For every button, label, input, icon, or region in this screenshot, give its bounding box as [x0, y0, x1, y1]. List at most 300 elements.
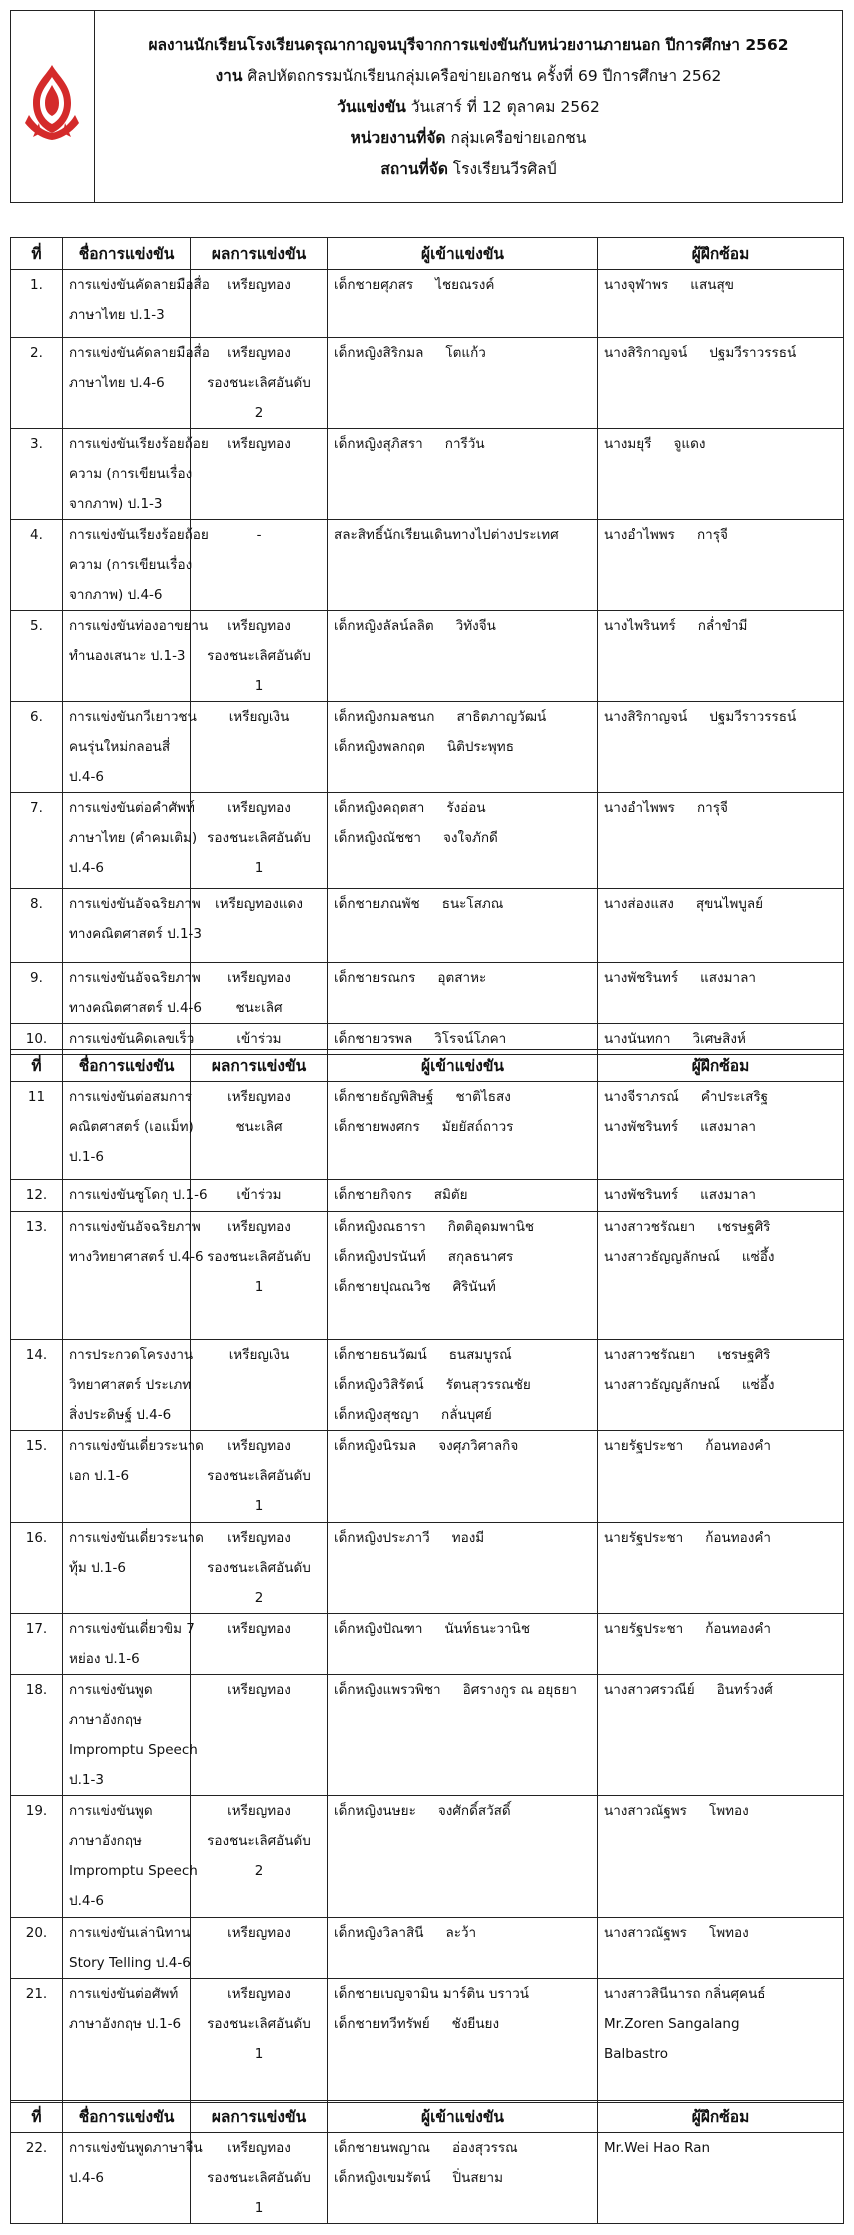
- col-header-contest: ชื่อการแข่งขัน: [63, 2101, 191, 2133]
- row-number: 20.: [11, 1918, 63, 1979]
- competitor-last-name: ชาติไธสง: [455, 1089, 511, 1105]
- competitor: [334, 702, 591, 732]
- contest-line: ภาษาไทย ป.4-6: [69, 375, 165, 391]
- competitor: [334, 1523, 591, 1553]
- result: [191, 611, 328, 702]
- competitor: [334, 1112, 591, 1142]
- competitor-last-name: วิทังจีน: [455, 618, 496, 634]
- competitor-first-name: เด็กชายรณกร: [334, 970, 416, 986]
- row-number: 7.: [11, 793, 63, 889]
- competitor-first-name: เด็กหญิงวิลาสินี: [334, 1925, 424, 1941]
- competitor: [334, 1180, 591, 1210]
- contest-line: วิทยาศาสตร์ ประเภท: [69, 1377, 192, 1393]
- competitors: [328, 793, 598, 889]
- competitor-first-name: เด็กชายธัญพิสิษฐ์: [334, 1089, 434, 1105]
- coach-first-name: นางพัชรินทร์: [604, 970, 679, 986]
- competitor: [334, 823, 591, 853]
- competitors: [328, 1523, 598, 1614]
- contest-name: [63, 1180, 208, 1212]
- logo-cell: [11, 11, 95, 202]
- coach-first-name: นางสาวณัฐพร: [604, 1803, 687, 1819]
- competitors: [328, 702, 598, 793]
- results-table-3: [10, 2100, 844, 2224]
- coach-first-name: นางอำไพพร: [604, 800, 675, 816]
- contest-name: [63, 1523, 204, 1614]
- competitor-last-name: ธนสมบูรณ์: [448, 1347, 512, 1363]
- contest-line: การแข่งขันอัจฉริยภาพ: [69, 1219, 201, 1235]
- table-header-row: [11, 1050, 844, 1082]
- result-line: เหรียญทองแดง: [215, 896, 303, 912]
- col-header-coaches: ผู้ฝึกซ้อม: [598, 238, 844, 270]
- competitor: [334, 1212, 591, 1242]
- coaches: [598, 2133, 844, 2224]
- coach-first-name: นายรัฐประชา: [604, 1530, 684, 1546]
- result: [191, 963, 328, 1024]
- contest-line: ป.4-6: [69, 769, 104, 785]
- competitors: [328, 1796, 598, 1918]
- coach-first-name: นางสาวชรัณยา: [604, 1347, 696, 1363]
- contest-line: Impromptu Speech: [69, 1863, 198, 1879]
- coach-last-name: แสงมาลา: [700, 1187, 756, 1203]
- contest-line: การแข่งขันต่อคำศัพท์: [69, 800, 195, 816]
- contest-name: [63, 1431, 204, 1523]
- coaches: [598, 611, 844, 702]
- table-header-row: [11, 238, 844, 270]
- competitor-first-name: เด็กชายวรพล: [334, 1031, 413, 1047]
- result-line: 1: [254, 1498, 264, 1514]
- coach: [604, 1180, 837, 1210]
- contest-name: [63, 1675, 198, 1796]
- contest-line: ความ (การเขียนเรื่อง: [69, 557, 193, 573]
- contest-line: การแข่งขันพูดภาษาจีน: [69, 2140, 203, 2156]
- result: [191, 338, 328, 429]
- contest-name: [63, 793, 198, 889]
- coach: [604, 1112, 837, 1142]
- coach: [604, 520, 837, 550]
- coach-last-name: จูแดง: [673, 436, 706, 452]
- col-header-no: ที่: [11, 1050, 63, 1082]
- result-line: เหรียญทอง: [227, 436, 291, 452]
- coaches: [598, 1523, 844, 1614]
- competitor-last-name: สกุลธนาศร: [447, 1249, 514, 1265]
- coach-first-name: นางมยุรี: [604, 436, 652, 452]
- competitor-last-name: ชังยีนยง: [451, 2016, 500, 2032]
- result: [191, 429, 328, 520]
- contest-line: การแข่งขันเรียงร้อยถ้อย: [69, 527, 209, 543]
- result-line: รองชนะเลิศอันดับ: [207, 375, 311, 391]
- coach: [604, 963, 837, 993]
- coach-last-name: แซ่อึ้ง: [741, 1249, 775, 1265]
- contest-name: [63, 338, 210, 429]
- competitor-first-name: เด็กหญิงนษยะ: [334, 1803, 416, 1819]
- competitor-first-name: เด็กชายศุภสร: [334, 277, 414, 293]
- coach: [604, 338, 837, 368]
- result-line: เหรียญทอง: [227, 277, 291, 293]
- result-line: เหรียญทอง: [227, 1530, 291, 1546]
- competitors: [328, 1212, 598, 1340]
- row-number: 19.: [11, 1796, 63, 1918]
- competitor-last-name: อุตสาหะ: [437, 970, 487, 986]
- row-number: 16.: [11, 1523, 63, 1614]
- contest-line: การแข่งขันอัจฉริยภาพ: [69, 896, 201, 912]
- result-line: เหรียญเงิน: [228, 1347, 290, 1363]
- competitor: [334, 2009, 591, 2039]
- coaches: [598, 889, 844, 963]
- coaches: [598, 702, 844, 793]
- coach-first-name: นางสิริกาญจน์: [604, 345, 688, 361]
- competitor: [334, 1082, 591, 1112]
- coach-last-name: แซ่อึ้ง: [741, 1377, 775, 1393]
- contest-line: การแข่งขันเดี่ยวขิม 7: [69, 1621, 195, 1637]
- coach-last-name: การุจี: [696, 527, 728, 543]
- result-line: รองชนะเลิศอันดับ: [207, 1833, 311, 1849]
- competitor-first-name: เด็กชายทวีทรัพย์: [334, 2016, 430, 2032]
- result-line: ชนะเลิศ: [235, 1119, 283, 1135]
- competitor-first-name: เด็กหญิงแพรวพิชา: [334, 1682, 441, 1698]
- contest-line: ภาษาอังกฤษ: [69, 1833, 142, 1849]
- competitor-last-name: จงศักดิ์สวัสดิ์: [437, 1803, 511, 1819]
- contest-line: ภาษาอังกฤษ ป.1-6: [69, 2016, 182, 2032]
- table-row: [11, 1614, 844, 1675]
- table-row: [11, 611, 844, 702]
- result: [191, 1979, 328, 2103]
- coaches: [598, 338, 844, 429]
- row-number: 12.: [11, 1180, 63, 1212]
- result-line: -: [256, 527, 262, 543]
- competitor: [334, 1340, 591, 1370]
- coaches: [598, 1082, 844, 1180]
- contest-line: การแข่งขันต่อศัพท์: [69, 1986, 179, 2002]
- contest-name: [63, 1918, 191, 1979]
- contest-line: ป.1-6: [69, 1149, 104, 1165]
- coach: [604, 1082, 837, 1112]
- competitors: [328, 889, 598, 963]
- result-line: 2: [254, 405, 264, 421]
- competitor-last-name: อิศรางกูร ณ อยุธยา: [462, 1682, 578, 1698]
- coach-first-name: นางนันทกา: [604, 1031, 671, 1047]
- contest-name: [63, 963, 203, 1024]
- event-line: งาน ศิลปหัตถกรรมนักเรียนกลุ่มเครือข่ายเอกชน ครั้งที่ 69 ปีการศึกษา 2562: [215, 66, 722, 85]
- col-header-coaches: ผู้ฝึกซ้อม: [598, 2101, 844, 2133]
- table-row: [11, 429, 844, 520]
- col-header-contest: ชื่อการแข่งขัน: [63, 238, 191, 270]
- result: [191, 889, 328, 963]
- coach-first-name: นางสาวศรวณีย์: [604, 1682, 695, 1698]
- row-number: 11: [11, 1082, 63, 1180]
- coaches: [598, 1431, 844, 1523]
- result: [191, 1796, 328, 1918]
- result-line: รองชนะเลิศอันดับ: [207, 1249, 311, 1265]
- result-line: รองชนะเลิศอันดับ: [207, 2170, 311, 2186]
- competitor: [334, 1272, 591, 1302]
- competitor-first-name: เด็กชายนพญาณ: [334, 2140, 430, 2156]
- coaches: [598, 793, 844, 889]
- result-line: เหรียญทอง: [227, 1621, 291, 1637]
- competitors: [328, 1675, 598, 1796]
- table-row: [11, 1979, 844, 2103]
- competitor-last-name: จงใจภักดี: [442, 830, 498, 846]
- result-line: เหรียญทอง: [227, 1438, 291, 1454]
- competitors: [328, 1431, 598, 1523]
- result-line: 1: [254, 678, 264, 694]
- competitor-last-name: สมิตัย: [433, 1187, 468, 1203]
- coach: [604, 1242, 837, 1272]
- competitor: [334, 1431, 591, 1461]
- contest-name: [63, 1340, 194, 1431]
- school-logo-icon: [21, 63, 83, 143]
- result: [191, 2133, 328, 2224]
- coaches: [598, 270, 844, 338]
- competitor: [334, 429, 591, 459]
- coach-last-name: กล่ำขำมี: [697, 618, 748, 634]
- competitor-first-name: เด็กหญิงพลกฤต: [334, 739, 425, 755]
- competitor-last-name: โตแก้ว: [445, 345, 486, 361]
- contest-line: คณิตศาสตร์ (เอแม็ท): [69, 1119, 194, 1135]
- competitor: [334, 611, 591, 641]
- result-line: รองชนะเลิศอันดับ: [207, 830, 311, 846]
- row-number: 14.: [11, 1340, 63, 1431]
- coach: [604, 429, 837, 459]
- competitor-last-name: ปิ่นสยาม: [452, 2170, 503, 2186]
- table-row: [11, 1340, 844, 1431]
- organizer-line: หน่วยงานที่จัด กลุ่มเครือข่ายเอกชน: [350, 128, 587, 147]
- coaches: [598, 1979, 844, 2103]
- row-number: 1.: [11, 270, 63, 338]
- competitor-last-name: กิตติอุดมพานิช: [447, 1219, 535, 1235]
- coaches: [598, 1918, 844, 1979]
- table-row: [11, 1675, 844, 1796]
- table-row: [11, 963, 844, 1024]
- result-line: 1: [254, 2200, 264, 2216]
- contest-name: [63, 1796, 198, 1918]
- competitor-last-name: รังอ่อน: [446, 800, 486, 816]
- coaches: [598, 963, 844, 1024]
- competitor: [334, 520, 591, 550]
- result: [191, 1918, 328, 1979]
- competitor-first-name: เด็กหญิงกมลชนก: [334, 709, 435, 725]
- table-row: [11, 338, 844, 429]
- contest-line: ภาษาไทย ป.1-3: [69, 307, 165, 323]
- competitor-first-name: เด็กหญิงนิรมล: [334, 1438, 417, 1454]
- row-number: 5.: [11, 611, 63, 702]
- contest-line: Story Telling ป.4-6: [69, 1955, 191, 1971]
- result: [191, 1614, 328, 1675]
- table-row: [11, 793, 844, 889]
- table-row: [11, 1523, 844, 1614]
- col-header-competitors: ผู้เข้าแข่งขัน: [328, 2101, 598, 2133]
- result-line: รองชนะเลิศอันดับ: [207, 1560, 311, 1576]
- coach-first-name: นางจุฬาพร: [604, 277, 669, 293]
- result: [191, 1212, 328, 1340]
- coach-last-name: ปฐมวีราวรรธน์: [709, 345, 797, 361]
- competitor-last-name: มัยยัสถ์ถาวร: [441, 1119, 514, 1135]
- contest-line: ทุ้ม ป.1-6: [69, 1560, 126, 1576]
- competitors: [328, 2133, 598, 2224]
- date-line: วันแข่งขัน วันเสาร์ ที่ 12 ตุลาคม 2562: [337, 97, 600, 116]
- competitor-first-name: เด็กชายเบญจามิน มาร์ติน บราวน์: [334, 1986, 530, 2002]
- coach-last-name: สุขนไพบูลย์: [695, 896, 764, 912]
- coach: [604, 702, 837, 732]
- row-number: 13.: [11, 1212, 63, 1340]
- contest-line: การแข่งขันคัดลายมือสื่อ: [69, 277, 210, 293]
- table-row: [11, 1918, 844, 1979]
- result-line: 1: [254, 1279, 264, 1295]
- col-header-result: ผลการแข่งขัน: [191, 2101, 328, 2133]
- competitor-first-name: เด็กหญิงประภาวี: [334, 1530, 430, 1546]
- coach-last-name: เชรษฐศิริ: [717, 1219, 771, 1235]
- coach-first-name: นายรัฐประชา: [604, 1621, 684, 1637]
- competitors: [328, 1082, 598, 1180]
- contest-line: เอก ป.1-6: [69, 1468, 130, 1484]
- coach-last-name: เชรษฐศิริ: [717, 1347, 771, 1363]
- competitor-first-name: เด็กหญิงสุชญา: [334, 1407, 420, 1423]
- result-line: รองชนะเลิศอันดับ: [207, 648, 311, 664]
- competitor-first-name: เด็กหญิงปรนันท์: [334, 1249, 426, 1265]
- coach-first-name: นางส่องแสง: [604, 896, 674, 912]
- result-line: 2: [254, 1863, 264, 1879]
- coaches: [598, 1796, 844, 1918]
- competitor: [334, 793, 591, 823]
- contest-line: การแข่งขันกวีเยาวชน: [69, 709, 197, 725]
- coach-first-name: นางสาวณัฐพร: [604, 1925, 687, 1941]
- contest-name: [63, 1212, 204, 1340]
- result-line: เข้าร่วม: [236, 1187, 282, 1203]
- row-number: 4.: [11, 520, 63, 611]
- competitor-first-name: เด็กชายธนวัฒน์: [334, 1347, 427, 1363]
- coach-last-name: ปฐมวีราวรรธน์: [709, 709, 797, 725]
- competitor-first-name: เด็กหญิงวิสิรัตน์: [334, 1377, 424, 1393]
- contest-line: การแข่งขันพูด: [69, 1682, 153, 1698]
- competitor-last-name: กลั่นบุศย์: [441, 1407, 492, 1423]
- competitors: [328, 1979, 598, 2103]
- coach: [604, 1979, 837, 2009]
- coaches: [598, 1180, 844, 1212]
- contest-line: การแข่งขันคัดลายมือสื่อ: [69, 345, 210, 361]
- coach: [604, 2009, 837, 2039]
- table-row: [11, 1180, 844, 1212]
- contest-line: ความ (การเขียนเรื่อง: [69, 466, 193, 482]
- contest-line: สิ่งประดิษฐ์ ป.4-6: [69, 1407, 172, 1423]
- result: [191, 1180, 328, 1212]
- result-line: รองชนะเลิศอันดับ: [207, 2016, 311, 2032]
- competitors: [328, 429, 598, 520]
- coach-first-name: นางพัชรินทร์: [604, 1187, 679, 1203]
- coach: [604, 1675, 837, 1705]
- row-number: 22.: [11, 2133, 63, 2224]
- row-number: 21.: [11, 1979, 63, 2103]
- table-row: [11, 1082, 844, 1180]
- table-row: [11, 520, 844, 611]
- competitor-first-name: เด็กชายภณพัช: [334, 896, 420, 912]
- col-header-no: ที่: [11, 2101, 63, 2133]
- coach-first-name: นางสิริกาญจน์: [604, 709, 688, 725]
- coaches: [598, 429, 844, 520]
- competitor-last-name: ศิรินันท์: [452, 1279, 496, 1295]
- result: [191, 793, 328, 889]
- coach-first-name: นางไพรินทร์: [604, 618, 676, 634]
- result: [191, 1340, 328, 1431]
- contest-line: ภาษาอังกฤษ: [69, 1712, 142, 1728]
- table-row: [11, 270, 844, 338]
- coach-first-name: นางพัชรินทร์: [604, 1119, 679, 1135]
- competitor-last-name: รัตนสุวรรณชัย: [445, 1377, 531, 1393]
- coach-first-name: Mr.Zoren Sangalang: [604, 2016, 740, 2032]
- competitor-last-name: นิติประพุทธ: [446, 739, 514, 755]
- coach-last-name: แสงมาลา: [700, 970, 756, 986]
- coach-last-name: การุจี: [696, 800, 728, 816]
- result-line: เหรียญทอง: [227, 1925, 291, 1941]
- col-header-contest: ชื่อการแข่งขัน: [63, 1050, 191, 1082]
- competitor-last-name: สาธิตภาญวัฒน์: [456, 709, 547, 725]
- competitor-first-name: เด็กหญิงเขมรัตน์: [334, 2170, 431, 2186]
- coach-last-name: โพทอง: [708, 1925, 749, 1941]
- result-line: เหรียญทอง: [227, 618, 291, 634]
- coach: [604, 611, 837, 641]
- competitors: [328, 520, 598, 611]
- coaches: [598, 1212, 844, 1340]
- coach: [604, 1370, 837, 1400]
- col-header-no: ที่: [11, 238, 63, 270]
- result-line: เหรียญทอง: [227, 2140, 291, 2156]
- result-line: เหรียญทอง: [227, 1219, 291, 1235]
- coach: [604, 1523, 837, 1553]
- col-header-competitors: ผู้เข้าแข่งขัน: [328, 1050, 598, 1082]
- contest-line: การแข่งขันคิดเลขเร็ว: [69, 1031, 195, 1047]
- competitor-last-name: ละว้า: [445, 1925, 477, 1941]
- result-line: เข้าร่วม: [236, 1031, 282, 1047]
- competitor-first-name: เด็กหญิงสุภิสรา: [334, 436, 423, 452]
- competitor: [334, 2133, 591, 2163]
- competitor-first-name: สละสิทธิ์นักเรียนเดินทางไปต่างประเทศ: [334, 527, 559, 543]
- competitor-first-name: เด็กหญิงปัณฑา: [334, 1621, 423, 1637]
- coach: [604, 889, 837, 919]
- coach: [604, 1340, 837, 1370]
- coach-last-name: ก้อนทองคำ: [705, 1621, 771, 1637]
- competitor: [334, 1675, 591, 1705]
- result: [191, 1675, 328, 1796]
- result-line: เหรียญทอง: [227, 1682, 291, 1698]
- competitor: [334, 732, 591, 762]
- row-number: 10.: [11, 1024, 63, 1055]
- contest-line: คนรุ่นใหม่กลอนสี่: [69, 739, 171, 755]
- coach-last-name: ก้อนทองคำ: [705, 1530, 771, 1546]
- result-line: เหรียญทอง: [227, 970, 291, 986]
- result-line: เหรียญเงิน: [228, 709, 290, 725]
- result: [191, 520, 328, 611]
- contest-line: ทางคณิตศาสตร์ ป.4-6: [69, 1000, 203, 1016]
- competitors: [328, 338, 598, 429]
- contest-line: การแข่งขันเล่านิทาน: [69, 1925, 191, 1941]
- coach-first-name: นางสาวสินีนารถ กลิ่นศุคนธ์: [604, 1986, 766, 2002]
- results-table-2: [10, 1049, 844, 2103]
- coach-last-name: แสนสุข: [690, 277, 734, 293]
- result-line: 1: [254, 860, 264, 876]
- coach: [604, 793, 837, 823]
- coaches: [598, 1675, 844, 1796]
- contest-line: ป.4-6: [69, 1893, 104, 1909]
- coach-last-name: อินทร์วงศ์: [716, 1682, 773, 1698]
- competitor: [334, 1400, 591, 1430]
- result-line: เหรียญทอง: [227, 1803, 291, 1819]
- contest-name: [63, 889, 203, 963]
- competitor-last-name: การีวัน: [444, 436, 485, 452]
- competitor: [334, 1918, 591, 1948]
- result-line: 2: [254, 1590, 264, 1606]
- contest-name: [63, 270, 210, 338]
- coaches: [598, 520, 844, 611]
- row-number: 6.: [11, 702, 63, 793]
- contest-line: การแข่งขันเดี่ยวระนาด: [69, 1438, 204, 1454]
